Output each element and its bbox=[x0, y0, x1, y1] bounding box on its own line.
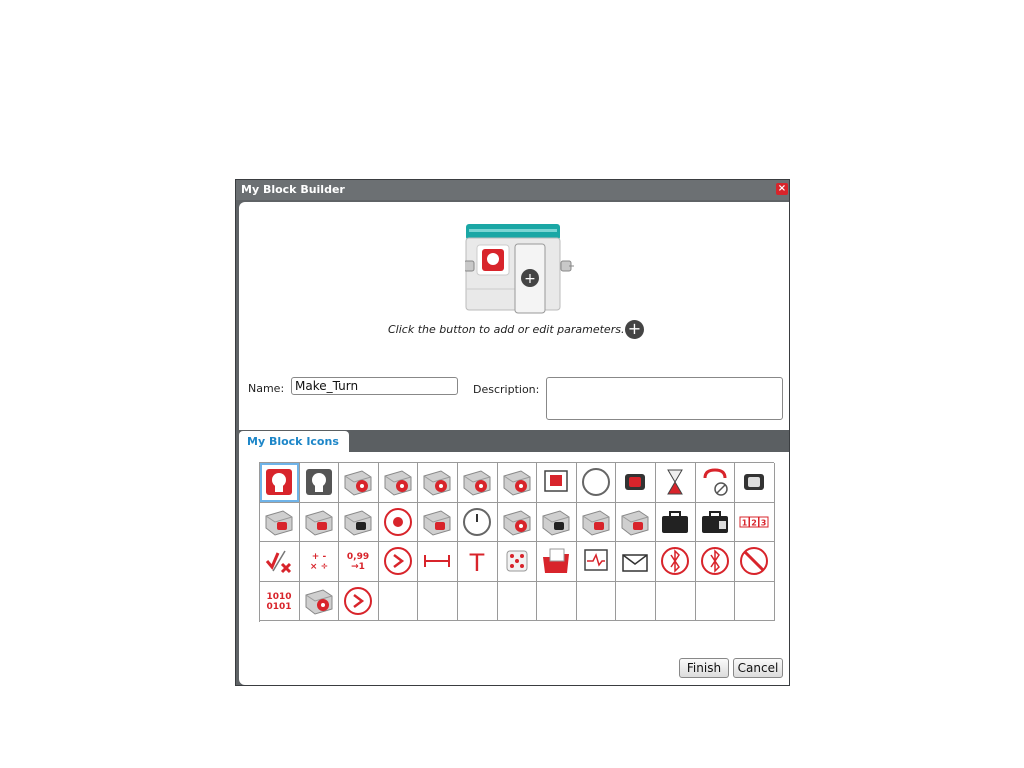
icon-cell-math-icon[interactable] bbox=[300, 542, 340, 582]
empty-icon-cell bbox=[458, 582, 498, 622]
icon-cell-ultrasonic-sensor-icon[interactable] bbox=[537, 503, 577, 543]
compare-icon bbox=[382, 545, 414, 577]
ultrasonic-sensor-icon bbox=[540, 506, 572, 538]
tab-label: My Block Icons bbox=[247, 435, 339, 448]
unregulated-motor-icon bbox=[303, 585, 335, 617]
icon-cell-gyro-sensor-icon[interactable] bbox=[418, 503, 458, 543]
icon-cell-medium-motor-icon[interactable] bbox=[379, 463, 419, 503]
name-input[interactable] bbox=[291, 377, 458, 395]
name-label: Name: bbox=[248, 382, 285, 395]
svg-text:0101: 0101 bbox=[266, 601, 292, 612]
empty-icon-cell bbox=[577, 582, 617, 622]
icon-cell-steering-wheel-motor-icon[interactable] bbox=[458, 463, 498, 503]
move-steering-icon bbox=[421, 466, 453, 498]
svg-text:0,99: 0,99 bbox=[347, 552, 370, 562]
icon-cell-switch-icon[interactable] bbox=[735, 463, 775, 503]
icon-cell-variable-case-icon[interactable] bbox=[656, 503, 696, 543]
icon-cell-round-icon[interactable] bbox=[339, 542, 379, 582]
svg-text:× ÷: × ÷ bbox=[309, 561, 328, 572]
icon-cell-brain-gears-icon[interactable] bbox=[260, 463, 300, 503]
svg-text:+: + bbox=[524, 271, 536, 287]
icon-cell-move-tank-icon[interactable] bbox=[498, 463, 538, 503]
icon-panel bbox=[239, 452, 789, 685]
data-logging-icon bbox=[580, 545, 612, 577]
empty-icon-cell bbox=[498, 582, 538, 622]
medium-motor-icon bbox=[382, 466, 414, 498]
svg-text:T: T bbox=[469, 549, 485, 577]
icon-cell-range-icon[interactable] bbox=[418, 542, 458, 582]
variable-case-icon bbox=[659, 506, 691, 538]
icon-cell-loop-interrupt-icon[interactable] bbox=[696, 463, 736, 503]
timer-icon bbox=[461, 506, 493, 538]
icon-grid bbox=[259, 462, 774, 622]
icon-cell-keep-awake-icon[interactable] bbox=[735, 542, 775, 582]
empty-icon-cell bbox=[616, 582, 656, 622]
file-access-icon bbox=[540, 545, 572, 577]
icon-cell-text-icon[interactable] bbox=[458, 542, 498, 582]
random-icon bbox=[501, 545, 533, 577]
messaging-icon bbox=[619, 545, 651, 577]
tab-bar bbox=[239, 430, 789, 452]
empty-icon-cell bbox=[696, 582, 736, 622]
range-icon bbox=[421, 545, 453, 577]
icon-cell-hourglass-wait-icon[interactable] bbox=[656, 463, 696, 503]
icon-cell-color-sensor-icon[interactable] bbox=[300, 503, 340, 543]
description-input[interactable] bbox=[546, 377, 783, 420]
icon-cell-compare-icon[interactable] bbox=[379, 542, 419, 582]
infrared-sensor-icon bbox=[342, 506, 374, 538]
logic-operations-icon bbox=[263, 545, 295, 577]
close-icon[interactable]: × bbox=[777, 183, 787, 194]
math-icon bbox=[303, 545, 335, 577]
icon-cell-large-motor-icon[interactable] bbox=[339, 463, 379, 503]
empty-icon-cell bbox=[379, 582, 419, 622]
icon-cell-data-logging-icon[interactable] bbox=[577, 542, 617, 582]
svg-text:1010: 1010 bbox=[266, 591, 292, 602]
icon-cell-comment-compare-icon[interactable] bbox=[339, 582, 379, 622]
text-icon bbox=[461, 545, 493, 577]
parameter-hint: Click the button to add or edit parameters. bbox=[388, 323, 625, 336]
brain-gears-icon bbox=[263, 466, 295, 498]
nxt-sound-sensor-icon bbox=[619, 506, 651, 538]
hourglass-wait-icon bbox=[659, 466, 691, 498]
icon-cell-messaging-icon[interactable] bbox=[616, 542, 656, 582]
bluetooth-icon bbox=[659, 545, 691, 577]
steering-wheel-motor-icon bbox=[461, 466, 493, 498]
svg-text:2: 2 bbox=[751, 518, 757, 527]
color-sensor-icon bbox=[303, 506, 335, 538]
icon-cell-raw-sensor-value-icon[interactable] bbox=[260, 582, 300, 622]
sound-icon bbox=[580, 466, 612, 498]
icon-cell-bluetooth-connection-icon[interactable] bbox=[696, 542, 736, 582]
icon-cell-array-icon[interactable] bbox=[735, 503, 775, 543]
icon-cell-nxt-sound-sensor-icon[interactable] bbox=[616, 503, 656, 543]
icon-cell-timer-icon[interactable] bbox=[458, 503, 498, 543]
icon-cell-sound-icon[interactable] bbox=[577, 463, 617, 503]
icon-cell-brick-status-light-icon[interactable] bbox=[616, 463, 656, 503]
gyro-sensor-icon bbox=[421, 506, 453, 538]
constant-case-icon bbox=[699, 506, 731, 538]
finish-button[interactable]: Finish bbox=[679, 658, 729, 678]
icon-cell-constant-case-icon[interactable] bbox=[696, 503, 736, 543]
add-parameter-button[interactable]: + bbox=[625, 320, 644, 339]
keep-awake-icon bbox=[738, 545, 770, 577]
empty-icon-cell bbox=[537, 582, 577, 622]
round-icon bbox=[342, 545, 374, 577]
array-icon bbox=[738, 506, 770, 538]
icon-cell-file-access-icon[interactable] bbox=[537, 542, 577, 582]
display-icon bbox=[540, 466, 572, 498]
icon-cell-motor-rotation-icon[interactable] bbox=[498, 503, 538, 543]
cancel-button[interactable]: Cancel bbox=[733, 658, 783, 678]
energy-meter-icon bbox=[580, 506, 612, 538]
raw-sensor-value-icon bbox=[263, 585, 295, 617]
loop-interrupt-icon bbox=[699, 466, 731, 498]
tab-my-block-icons[interactable] bbox=[239, 431, 349, 453]
icon-cell-unregulated-motor-icon[interactable] bbox=[300, 582, 340, 622]
icon-cell-brain-gears-dark-icon[interactable] bbox=[300, 463, 340, 503]
icon-cell-move-steering-icon[interactable] bbox=[418, 463, 458, 503]
brick-buttons-icon bbox=[382, 506, 414, 538]
empty-icon-cell bbox=[735, 582, 775, 622]
brick-status-light-icon bbox=[619, 466, 651, 498]
icon-cell-brick-buttons-icon[interactable] bbox=[379, 503, 419, 543]
my-block-preview bbox=[465, 223, 575, 315]
empty-icon-cell bbox=[656, 582, 696, 622]
switch-icon bbox=[738, 466, 770, 498]
description-label: Description: bbox=[473, 383, 540, 396]
comment-compare-icon bbox=[342, 585, 374, 617]
svg-text:→1: →1 bbox=[351, 561, 366, 572]
title-bar[interactable] bbox=[236, 180, 789, 200]
dialog-title: My Block Builder bbox=[241, 183, 345, 196]
icon-cell-energy-meter-icon[interactable] bbox=[577, 503, 617, 543]
large-motor-icon bbox=[342, 466, 374, 498]
svg-text:1: 1 bbox=[741, 518, 748, 527]
brain-gears-dark-icon bbox=[303, 466, 335, 498]
icon-cell-logic-operations-icon[interactable] bbox=[260, 542, 300, 582]
icon-cell-infrared-sensor-icon[interactable] bbox=[339, 503, 379, 543]
bluetooth-connection-icon bbox=[699, 545, 731, 577]
icon-cell-random-icon[interactable] bbox=[498, 542, 538, 582]
touch-sensor-icon bbox=[263, 506, 295, 538]
move-tank-icon bbox=[501, 466, 533, 498]
svg-text:3: 3 bbox=[760, 518, 767, 527]
my-block-builder-dialog bbox=[235, 179, 790, 686]
svg-text:+ -: + - bbox=[311, 552, 326, 562]
icon-cell-display-icon[interactable] bbox=[537, 463, 577, 503]
empty-icon-cell bbox=[418, 582, 458, 622]
icon-cell-touch-sensor-icon[interactable] bbox=[260, 503, 300, 543]
icon-cell-bluetooth-icon[interactable] bbox=[656, 542, 696, 582]
motor-rotation-icon bbox=[501, 506, 533, 538]
